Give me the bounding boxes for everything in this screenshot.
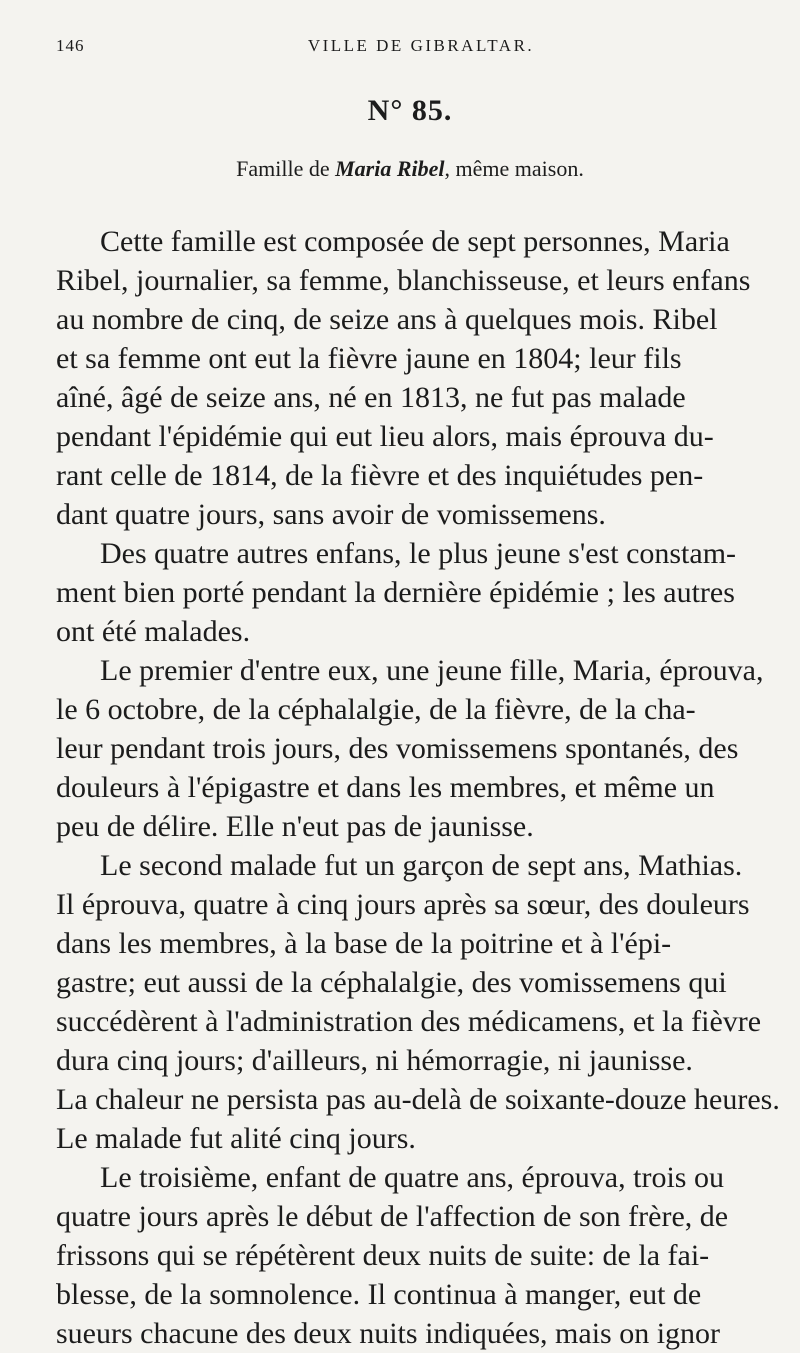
text-line: Des quatre autres enfans, le plus jeune s'est constam- [100, 537, 737, 570]
text-line: quatre jours après le début de l'affection de son frère, de [56, 1200, 729, 1233]
subtitle-name: Maria Ribel [335, 156, 445, 181]
subtitle-prefix: Famille de [236, 156, 336, 181]
text-line: pendant l'épidémie qui eut lieu alors, mais éprouva du- [56, 420, 714, 453]
text-line: ment bien porté pendant la dernière épidémie ; les autres [56, 576, 735, 609]
text-line: blesse, de la somnolence. Il continua à manger, eut de [56, 1278, 702, 1311]
text-line: sueurs chacune des deux nuits indiquées, mais on ignor [56, 1317, 721, 1350]
text-line: Ribel, journalier, sa femme, blanchisseuse, et leurs enfans [56, 264, 751, 297]
text-line: le 6 octobre, de la céphalalgie, de la fièvre, de la cha- [56, 693, 696, 726]
text-line: et sa femme ont eut la fièvre jaune en 1804; leur fils [56, 342, 682, 375]
page-number: 146 [56, 36, 85, 55]
text-line: leur pendant trois jours, des vomissemens spontanés, des [56, 732, 739, 765]
running-head [56, 36, 746, 66]
text-line: au nombre de cinq, de seize ans à quelques mois. Ribel [56, 303, 718, 336]
text-line: frissons qui se répétèrent deux nuits de suite: de la fai- [56, 1239, 710, 1272]
text-line: Le malade fut alité cinq jours. [56, 1122, 416, 1155]
body-text [56, 222, 800, 1353]
text-line: La chaleur ne persista pas au-delà de soixante-douze heures. [56, 1083, 780, 1116]
entry-number: N° 85. [367, 94, 453, 127]
text-line: dura cinq jours; d'ailleurs, ni hémorragie, ni jaunisse. [56, 1044, 693, 1077]
subtitle-suffix: , même maison. [444, 156, 584, 181]
text-line: aîné, âgé de seize ans, né en 1813, ne fut pas malade [56, 381, 686, 414]
text-line: Le troisième, enfant de quatre ans, éprouva, trois ou [100, 1161, 724, 1194]
text-line: peu de délire. Elle n'eut pas de jaunisse. [56, 810, 534, 843]
text-line: dant quatre jours, sans avoir de vomissemens. [56, 498, 606, 531]
text-line: rant celle de 1814, de la fièvre et des inquiétudes pen- [56, 459, 704, 492]
entry-subtitle [0, 156, 800, 182]
text-line: Il éprouva, quatre à cinq jours après sa sœur, des douleurs [56, 888, 750, 921]
text-line: douleurs à l'épigastre et dans les membres, et même un [56, 771, 715, 804]
text-line: Le premier d'entre eux, une jeune fille, Maria, éprouva, [100, 654, 764, 687]
text-line: Cette famille est composée de sept personnes, Maria [100, 225, 730, 258]
text-line: dans les membres, à la base de la poitrine et à l'épi- [56, 927, 672, 960]
text-line: ont été malades. [56, 615, 251, 648]
text-line: succédèrent à l'administration des médicamens, et la fièvre [56, 1005, 762, 1038]
text-line: Le second malade fut un garçon de sept ans, Mathias. [100, 849, 743, 882]
running-title: VILLE DE GIBRALTAR. [307, 36, 535, 55]
text-line: gastre; eut aussi de la céphalalgie, des vomissemens qui [56, 966, 727, 999]
